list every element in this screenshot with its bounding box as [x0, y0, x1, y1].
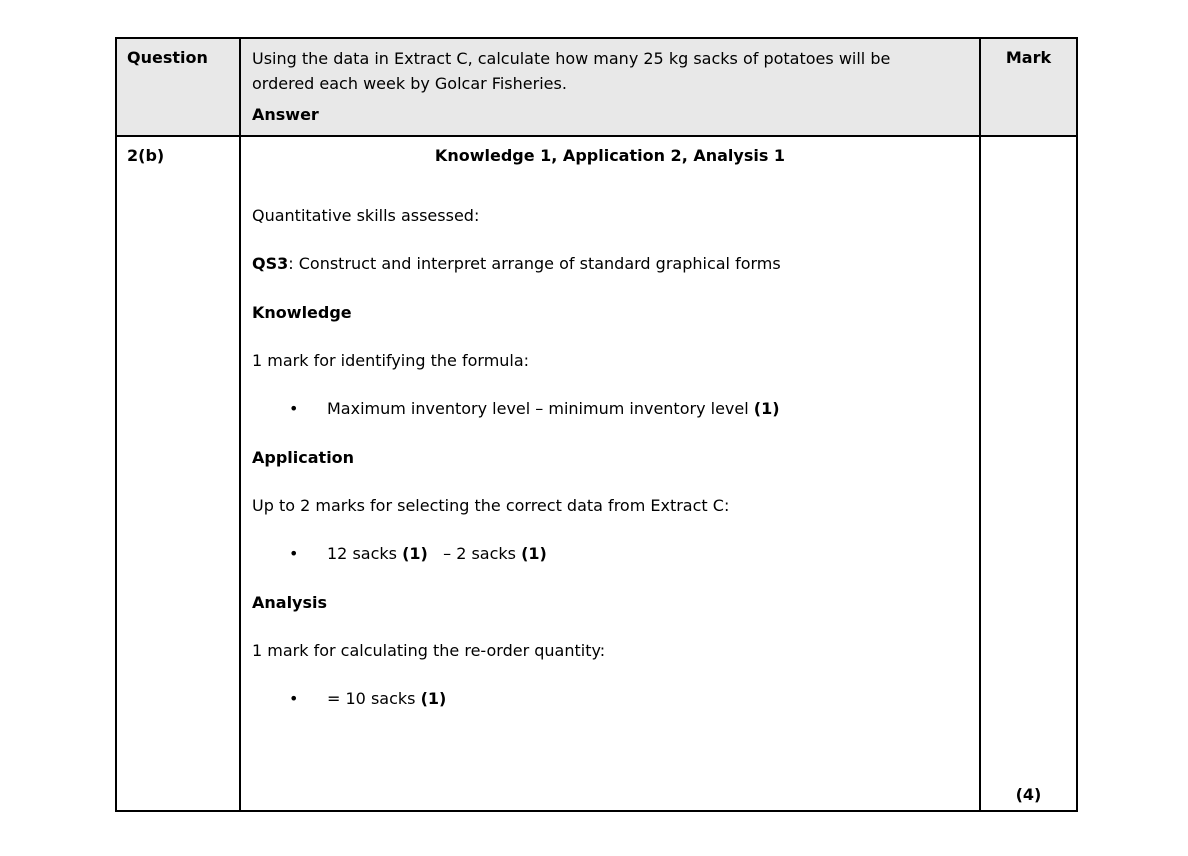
- mark-header-cell: [980, 38, 1077, 136]
- question-text-cell: [240, 38, 980, 136]
- answer-content: [241, 137, 979, 742]
- bullet-icon: •: [289, 544, 299, 563]
- bullet-icon: •: [289, 399, 299, 418]
- answer-para: QS3: Construct and interpret arrange of standard graphical forms: [252, 254, 781, 273]
- mark-scheme-table: [115, 37, 1078, 812]
- mark-header-label: Mark: [1005, 48, 1052, 67]
- question-text: Using the data in Extract C, calculate how many 25 kg sacks of potatoes will be ordered each week by Golcar Fisheries.: [252, 49, 891, 93]
- answer-bullet: • Maximum inventory level – minimum inventory level (1): [252, 397, 968, 421]
- answer-bullet: • = 10 sacks (1): [252, 687, 968, 711]
- mark-cell: [980, 136, 1077, 811]
- answer-bullet: • 12 sacks (1) – 2 sacks (1): [252, 542, 968, 566]
- question-number-cell: [116, 136, 240, 811]
- answer-heading: Knowledge: [252, 303, 352, 322]
- answer-heading: Analysis: [252, 593, 328, 612]
- table-body-row: [116, 136, 1077, 811]
- question-number: 2(b): [127, 146, 165, 165]
- question-header-cell: [116, 38, 240, 136]
- bullet-icon: •: [289, 689, 299, 708]
- table-header-row: [116, 38, 1077, 136]
- answer-para: 1 mark for identifying the formula:: [252, 351, 530, 370]
- mark-value: (4): [1015, 785, 1042, 804]
- answer-cell: [240, 136, 980, 811]
- answer-label: Answer: [252, 105, 319, 124]
- answer-para: Quantitative skills assessed:: [252, 206, 480, 225]
- question-header-label: Question: [127, 48, 208, 67]
- answer-para: Up to 2 marks for selecting the correct data from Extract C:: [252, 496, 730, 515]
- answer-heading: Application: [252, 448, 355, 467]
- answer-para: 1 mark for calculating the re-order quantity:: [252, 641, 606, 660]
- answer-title: Knowledge 1, Application 2, Analysis 1: [434, 146, 786, 165]
